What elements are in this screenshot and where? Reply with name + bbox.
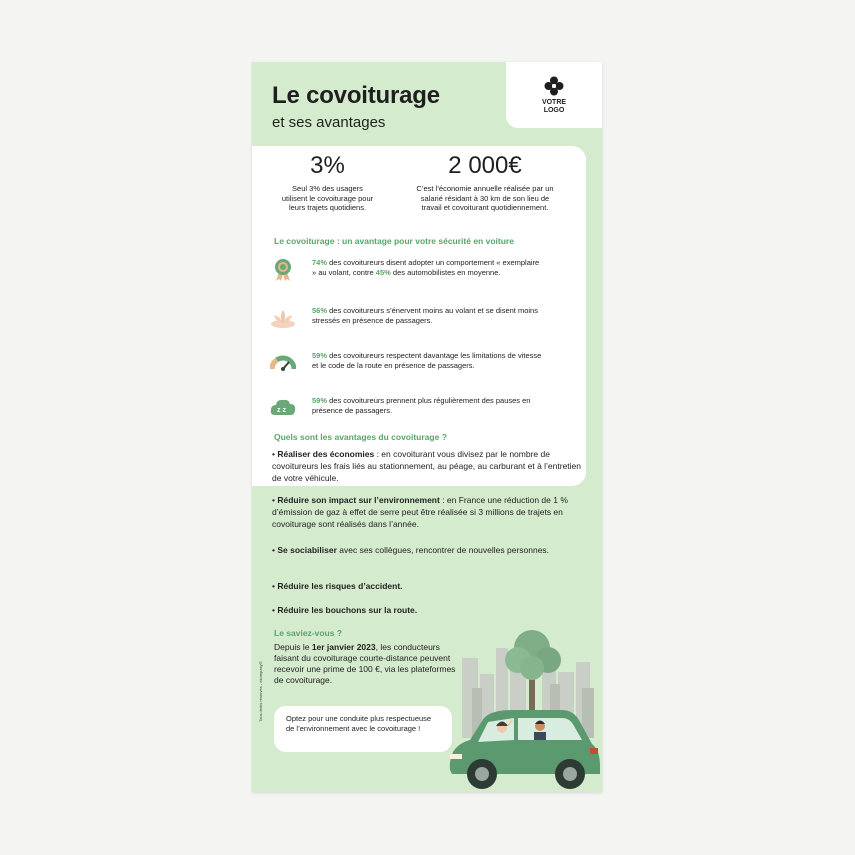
advantage-heading: Réaliser des économies	[277, 449, 375, 459]
stat-value: 3%	[310, 152, 345, 179]
medal-icon	[270, 258, 296, 282]
did-you-know-body: , les conducteurs faisant du covoiturage courte-distance peuvent recevoir une prime de 100 €, via les plateformes de covoiturage.	[274, 642, 456, 685]
fact-body: des covoitureurs s’énervent moins au volant et se disent moins stressés en présence de passagers.	[312, 306, 538, 325]
fact-percent-secondary: 45%	[375, 268, 391, 277]
bullet: •	[272, 581, 278, 591]
fact-text	[312, 258, 542, 278]
fact-percent: 56%	[312, 306, 328, 315]
stat-block	[280, 152, 375, 213]
fact-body: des covoitureurs prennent plus régulièrement des pauses en présence de passagers.	[312, 396, 531, 415]
carpool-illustration	[422, 618, 602, 792]
did-you-know-date: 1er janvier 2023	[311, 642, 376, 652]
advantage-heading: Réduire son impact sur l’environnement	[277, 495, 440, 505]
logo-line-2: LOGO	[543, 106, 565, 114]
lotus-icon	[270, 306, 296, 330]
fact-body: des covoitureurs disent adopter un comportement « exemplaire » au volant, contre	[312, 258, 540, 277]
advantage-heading: Se sociabiliser	[277, 545, 337, 555]
advantage-body: : en covoiturant vous divisez par le nombre de covoitureurs les frais liés au stationnement, au péage, au carburant et à l’entretien de votre véhicule.	[272, 449, 582, 483]
speedometer-icon	[270, 351, 296, 375]
logo-text	[537, 99, 571, 115]
advantage-item	[272, 544, 582, 556]
stat-value: 2 000€	[448, 152, 522, 179]
safety-section-title: Le covoiturage : un avantage pour votre sécurité en voiture	[274, 236, 514, 246]
page-subtitle: et ses avantages	[272, 114, 386, 131]
advantage-item	[272, 604, 582, 616]
advantage-body: : en France une réduction de 1 % d’émission de gaz à effet de serre peut être réalisée si 3 millions de trajets en covoiturage sont réalisés dans l’année.	[272, 495, 568, 529]
advantage-item	[272, 448, 582, 484]
advantages-title: Quels sont les avantages du covoiturage ?	[274, 432, 447, 442]
advantage-heading: Réduire les bouchons sur la route.	[277, 605, 418, 615]
stat-description: Seul 3% des usagers utilisent le covoiturage pour leurs trajets quotidiens.	[281, 184, 374, 212]
bullet: •	[272, 495, 278, 505]
logo-line-1: VOTRE	[541, 98, 567, 106]
advantage-item	[272, 494, 582, 530]
fact-percent: 59%	[312, 351, 328, 360]
logo-icon	[544, 76, 564, 96]
fact-body: des covoitureurs respectent davantage les limitations de vitesse et le code de la route en présence de passagers.	[312, 351, 542, 370]
fact-percent: 74%	[312, 258, 328, 267]
bullet: •	[272, 605, 278, 615]
did-you-know-intro: Depuis le	[274, 642, 312, 652]
fact-percent: 59%	[312, 396, 328, 405]
stat-description: C’est l’économie annuelle réalisée par un salarié résidant à 30 km de son lieu de travail et covoiturant quotidiennement.	[416, 184, 554, 212]
flyer	[252, 62, 602, 792]
fact-text	[312, 351, 542, 371]
fact-text	[312, 396, 542, 416]
bullet: •	[272, 449, 278, 459]
logo-placeholder	[506, 62, 602, 128]
callout-box: Optez pour une conduite plus respectueuse de l’environnement avec le covoiturage !	[274, 706, 452, 752]
page-title: Le covoiturage	[272, 82, 440, 109]
copyright-text: Tous droits réservés - ekompasy®	[258, 661, 263, 722]
sleep-cloud-icon	[270, 396, 296, 420]
bullet: •	[272, 545, 278, 555]
svg-text:z z: z z	[277, 407, 286, 414]
fact-text	[312, 306, 542, 326]
advantage-body: avec ses collègues, rencontrer de nouvelles personnes.	[336, 545, 550, 555]
advantage-heading: Réduire les risques d’accident.	[277, 581, 403, 591]
stat-block	[410, 152, 560, 213]
advantage-item	[272, 580, 582, 592]
fact-body-secondary: des automobilistes en moyenne.	[390, 268, 501, 277]
did-you-know-title: Le saviez-vous ?	[274, 628, 343, 638]
